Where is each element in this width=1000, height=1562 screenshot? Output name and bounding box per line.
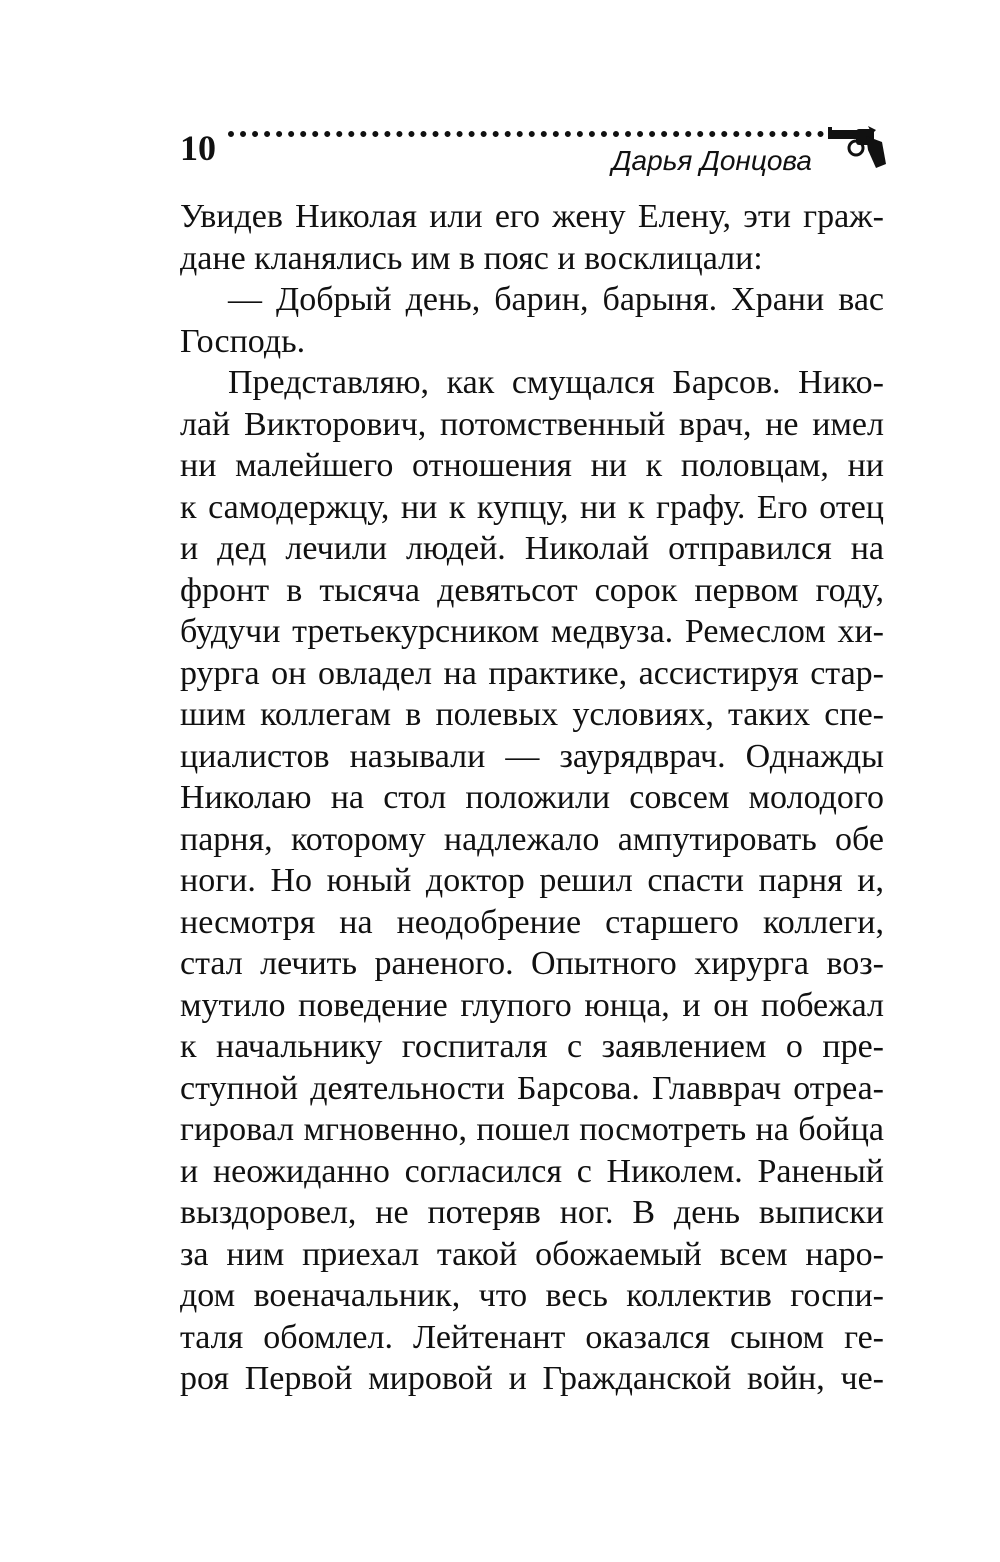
- pistol-icon: [826, 124, 888, 170]
- body-text: [180, 196, 884, 1400]
- running-header-author: Дарья Донцова: [611, 145, 812, 176]
- text-line: — Добрый день, барин, барыня. Храни вас: [228, 281, 884, 318]
- text-line: шим коллегам в полевых условиях, таких спе-: [180, 696, 884, 733]
- text-line: лай Викторович, потомственный врач, не имел: [180, 405, 884, 443]
- text-line: Господь.: [180, 322, 306, 360]
- text-line: ни малейшего отношения ни к половцам, ни: [180, 447, 884, 484]
- text-line: Увидев Николая или его жену Елену, эти граж-: [180, 198, 884, 235]
- text-line: дане кланялись им в пояс и восклицали:: [180, 239, 763, 277]
- text-line: к самодержцу, ни к купцу, ни к графу. Его отец: [180, 488, 884, 526]
- text-line: несмотря на неодобрение старшего коллеги,: [180, 903, 884, 941]
- text-line: рурга он овладел на практике, ассистируя стар-: [180, 654, 884, 692]
- text-line: и неожиданно согласился с Николем. Раненый: [180, 1152, 884, 1190]
- text-line: выздоровел, не потеряв ног. В день выписки: [180, 1194, 884, 1231]
- text-line: Николаю на стол положили совсем молодого: [180, 779, 884, 816]
- text-line: гировал мгновенно, пошел посмотреть на бойца: [180, 1111, 884, 1148]
- text-line: фронт в тысяча девятьсот сорок первом году,: [180, 571, 884, 609]
- text-line: дом военачальник, что весь коллектив госпи-: [180, 1277, 884, 1314]
- text-line: к начальнику госпиталя с заявлением о пре-: [180, 1028, 884, 1065]
- text-line: Представляю, как смущался Барсов. Нико-: [228, 364, 884, 401]
- page-number: 10: [180, 128, 216, 168]
- text-line: будучи третьекурсником медвуза. Ремеслом хи-: [180, 613, 884, 650]
- header-dotted-rule: [228, 131, 824, 137]
- text-line: ноги. Но юный доктор решил спасти парня и,: [180, 862, 884, 899]
- text-line: ступной деятельности Барсова. Главврач отреа-: [180, 1069, 884, 1107]
- text-line: за ним приехал такой обожаемый всем наро-: [180, 1235, 884, 1273]
- text-line: роя Первой мировой и Гражданской войн, че-: [180, 1360, 884, 1397]
- text-line: парня, которому надлежало ампутировать обе: [180, 820, 884, 858]
- text-line: и дед лечили людей. Николай отправился на: [180, 530, 884, 567]
- text-line: таля обомлел. Лейтенант оказался сыном ге-: [180, 1318, 884, 1356]
- text-line: мутило поведение глупого юнца, и он побежал: [180, 986, 884, 1024]
- text-line: стал лечить раненого. Опытного хирурга воз-: [180, 945, 884, 982]
- text-line: циалистов называли — заурядврач. Однажды: [180, 737, 884, 775]
